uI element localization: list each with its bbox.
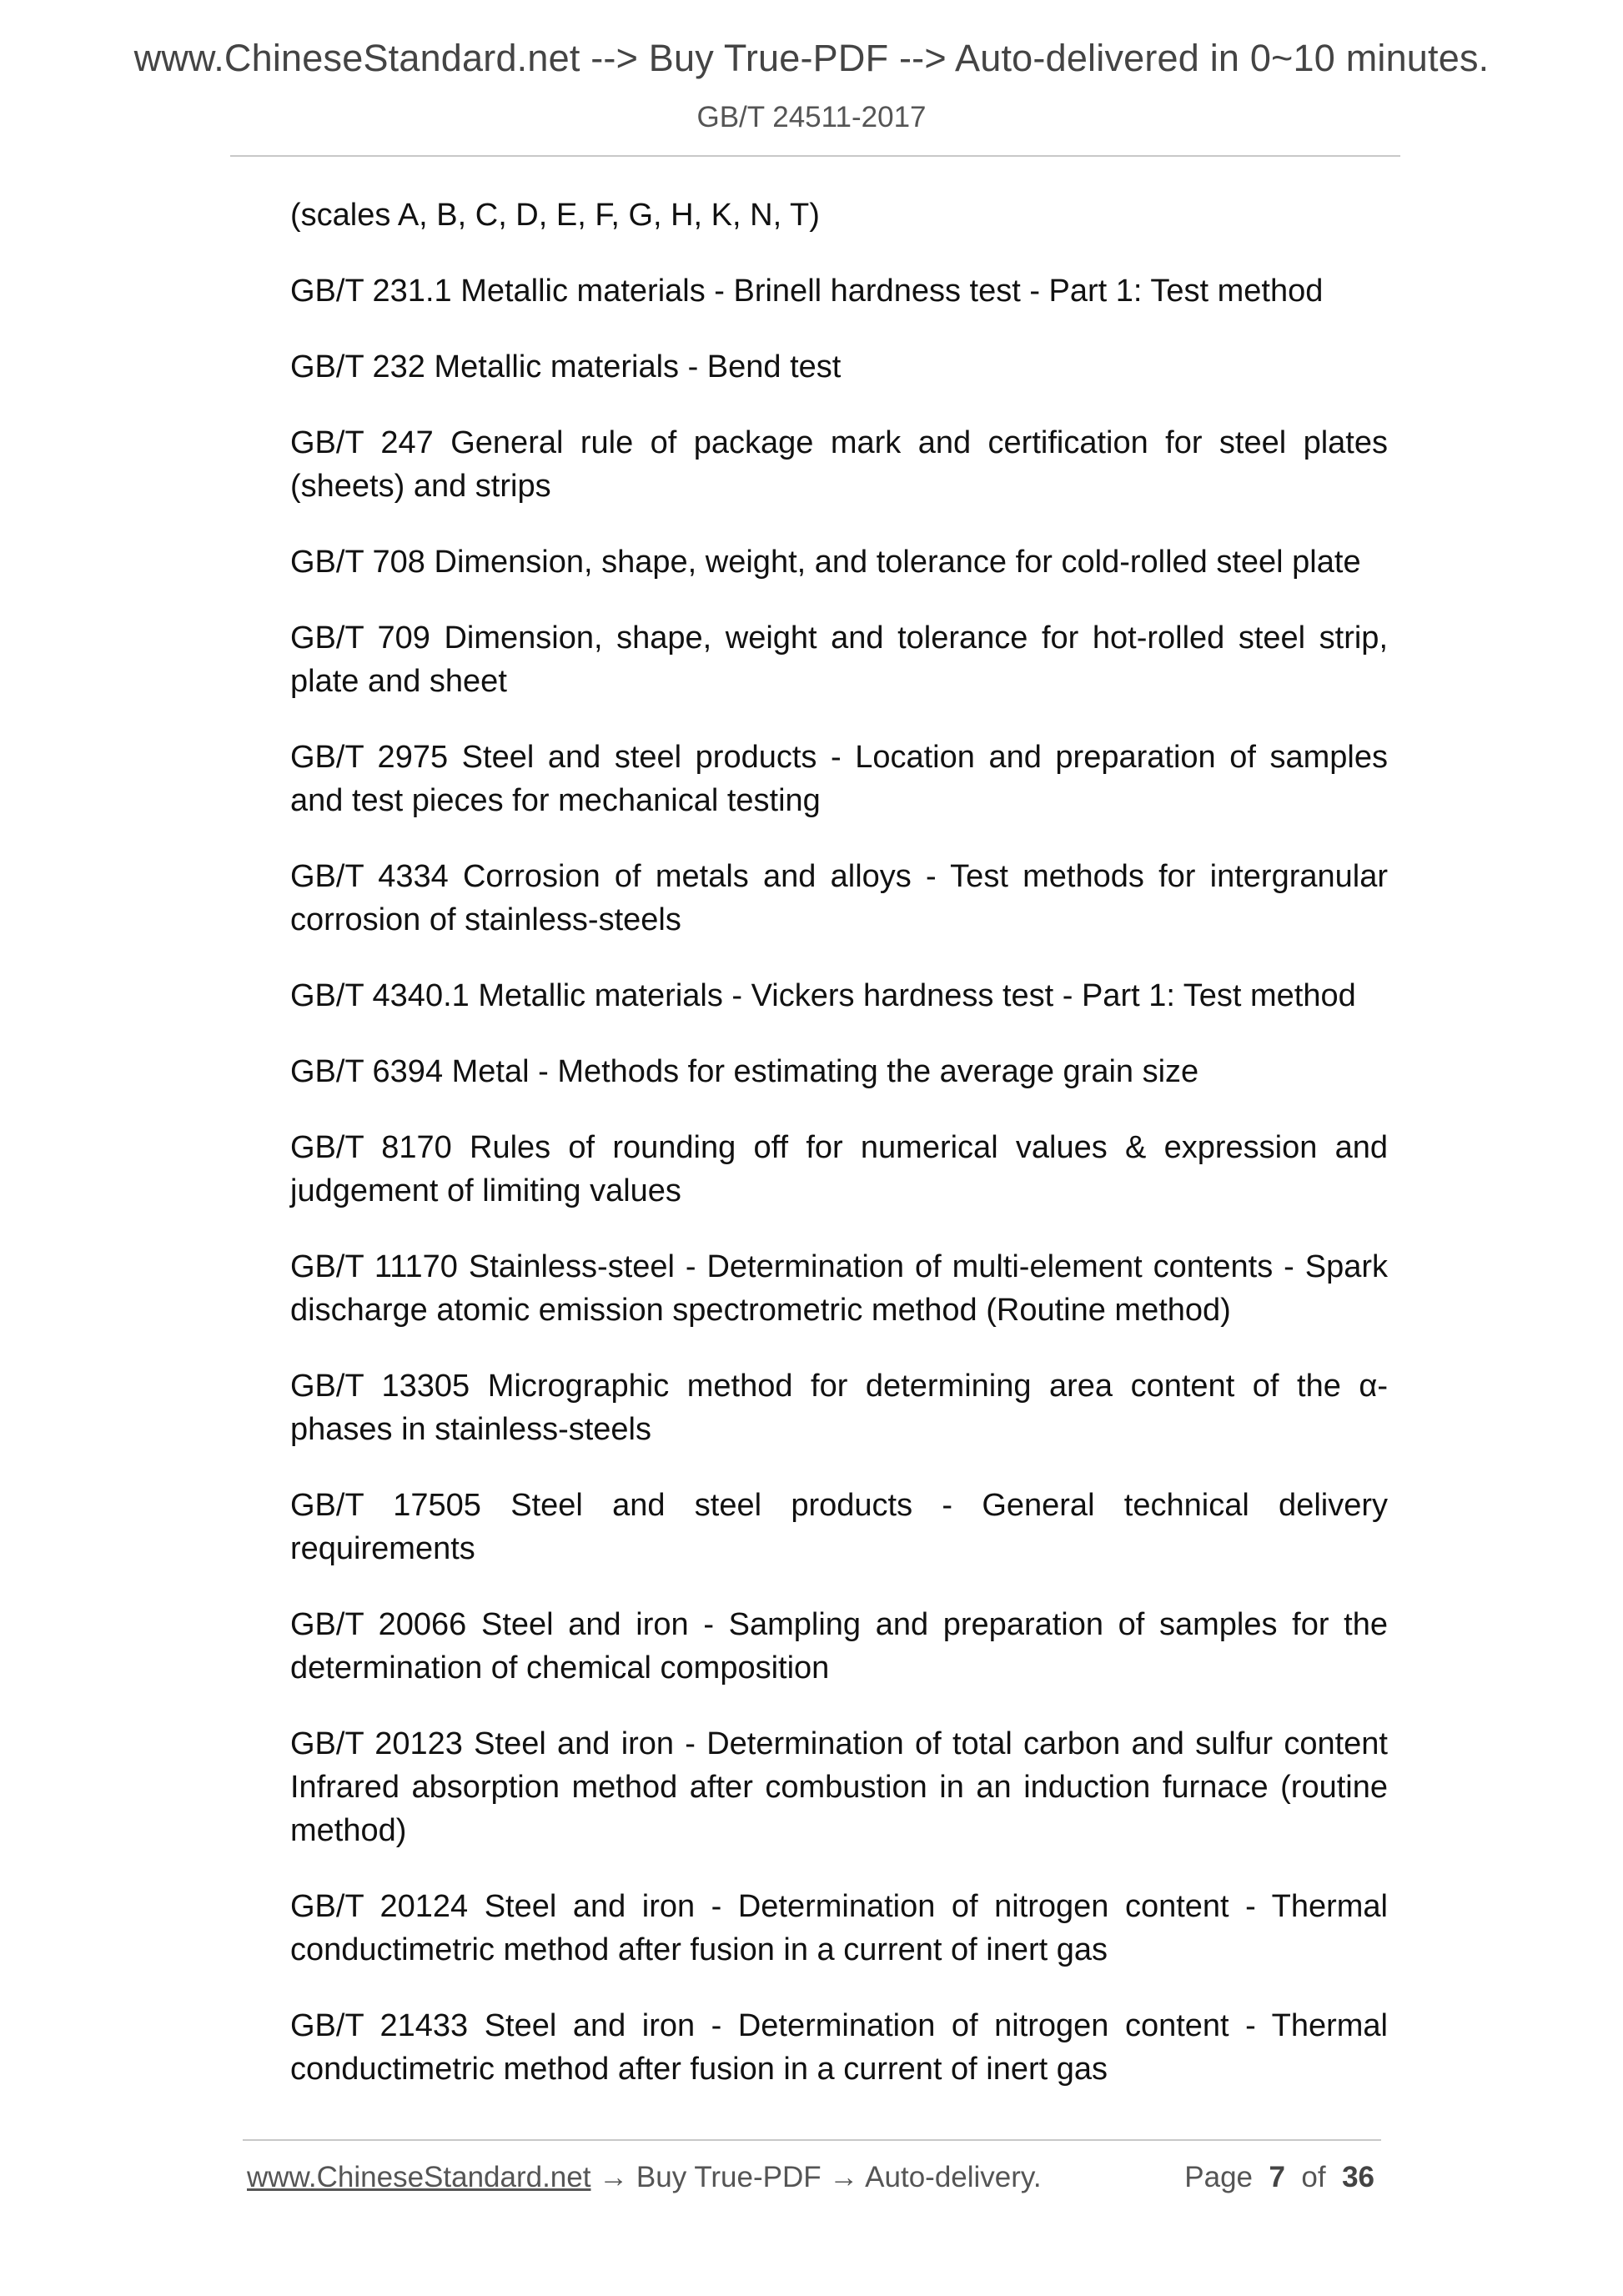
reference-item: GB/T 4340.1 Metallic materials - Vickers hardness test - Part 1: Test method: [290, 978, 1356, 1013]
reference-item: GB/T 247 General rule of package mark and certification for steel plates (sheets) and strips: [290, 425, 1388, 504]
reference-item: GB/T 8170 Rules of rounding off for numerical values & expression and judgement of limiting values: [290, 1130, 1388, 1208]
reference-item: GB/T 2975 Steel and steel products - Location and preparation of samples and test pieces for mechanical testing: [290, 740, 1388, 818]
reference-item: GB/T 20124 Steel and iron - Determination of nitrogen content - Thermal conductimetric method after fusion in a current of inert gas: [290, 1889, 1388, 1967]
document-id: GB/T 24511-2017: [696, 101, 927, 133]
footer-left: [247, 2161, 1042, 2194]
reference-item: GB/T 232 Metallic materials - Bend test: [290, 349, 842, 384]
reference-item: GB/T 708 Dimension, shape, weight, and tolerance for cold-rolled steel plate: [290, 545, 1361, 580]
footer-tagline: → Buy True-PDF → Auto-delivery.: [590, 2161, 1042, 2193]
reference-item: GB/T 20066 Steel and iron - Sampling and preparation of samples for the determination of chemical composition: [290, 1607, 1388, 1686]
reference-item: GB/T 4334 Corrosion of metals and alloys - Test methods for intergranular corrosion of stainless-steels: [290, 859, 1388, 937]
normative-references: [290, 193, 1388, 2123]
of-label: of: [1301, 2161, 1326, 2193]
reference-item: GB/T 21433 Steel and iron - Determination of nitrogen content - Thermal conductimetric method after fusion in a current of inert gas: [290, 2008, 1388, 2087]
reference-item: GB/T 20123 Steel and iron - Determination of total carbon and sulfur content Infrared absorption method after combustion in an induction furnace (routine method): [290, 1726, 1388, 1848]
reference-item: GB/T 11170 Stainless-steel - Determination of multi-element contents - Spark discharge atomic emission spectrometric method (Routine method): [290, 1249, 1388, 1328]
footer-site-link[interactable]: www.ChineseStandard.net: [247, 2161, 591, 2193]
reference-item: GB/T 13305 Micrographic method for determining area content of the α-phases in stainless-steels: [290, 1369, 1388, 1447]
reference-item: GB/T 17505 Steel and steel products - General technical delivery requirements: [290, 1488, 1388, 1566]
page-label: Page: [1184, 2161, 1254, 2193]
header-banner: www.ChineseStandard.net --> Buy True-PDF --> Auto-delivered in 0~10 minutes.: [133, 37, 1490, 79]
reference-item: GB/T 709 Dimension, shape, weight and tolerance for hot-rolled steel strip, plate and sheet: [290, 620, 1388, 699]
footer-divider: [243, 2139, 1381, 2141]
page-indicator: [1184, 2161, 1374, 2194]
reference-item: (scales A, B, C, D, E, F, G, H, K, N, T): [290, 198, 820, 233]
reference-item: GB/T 6394 Metal - Methods for estimating the average grain size: [290, 1054, 1199, 1089]
page-footer: [247, 2161, 1381, 2203]
page-current: 7: [1269, 2161, 1285, 2193]
header-divider: [230, 155, 1400, 157]
page-total: 36: [1342, 2161, 1374, 2193]
reference-item: GB/T 231.1 Metallic materials - Brinell hardness test - Part 1: Test method: [290, 274, 1324, 309]
